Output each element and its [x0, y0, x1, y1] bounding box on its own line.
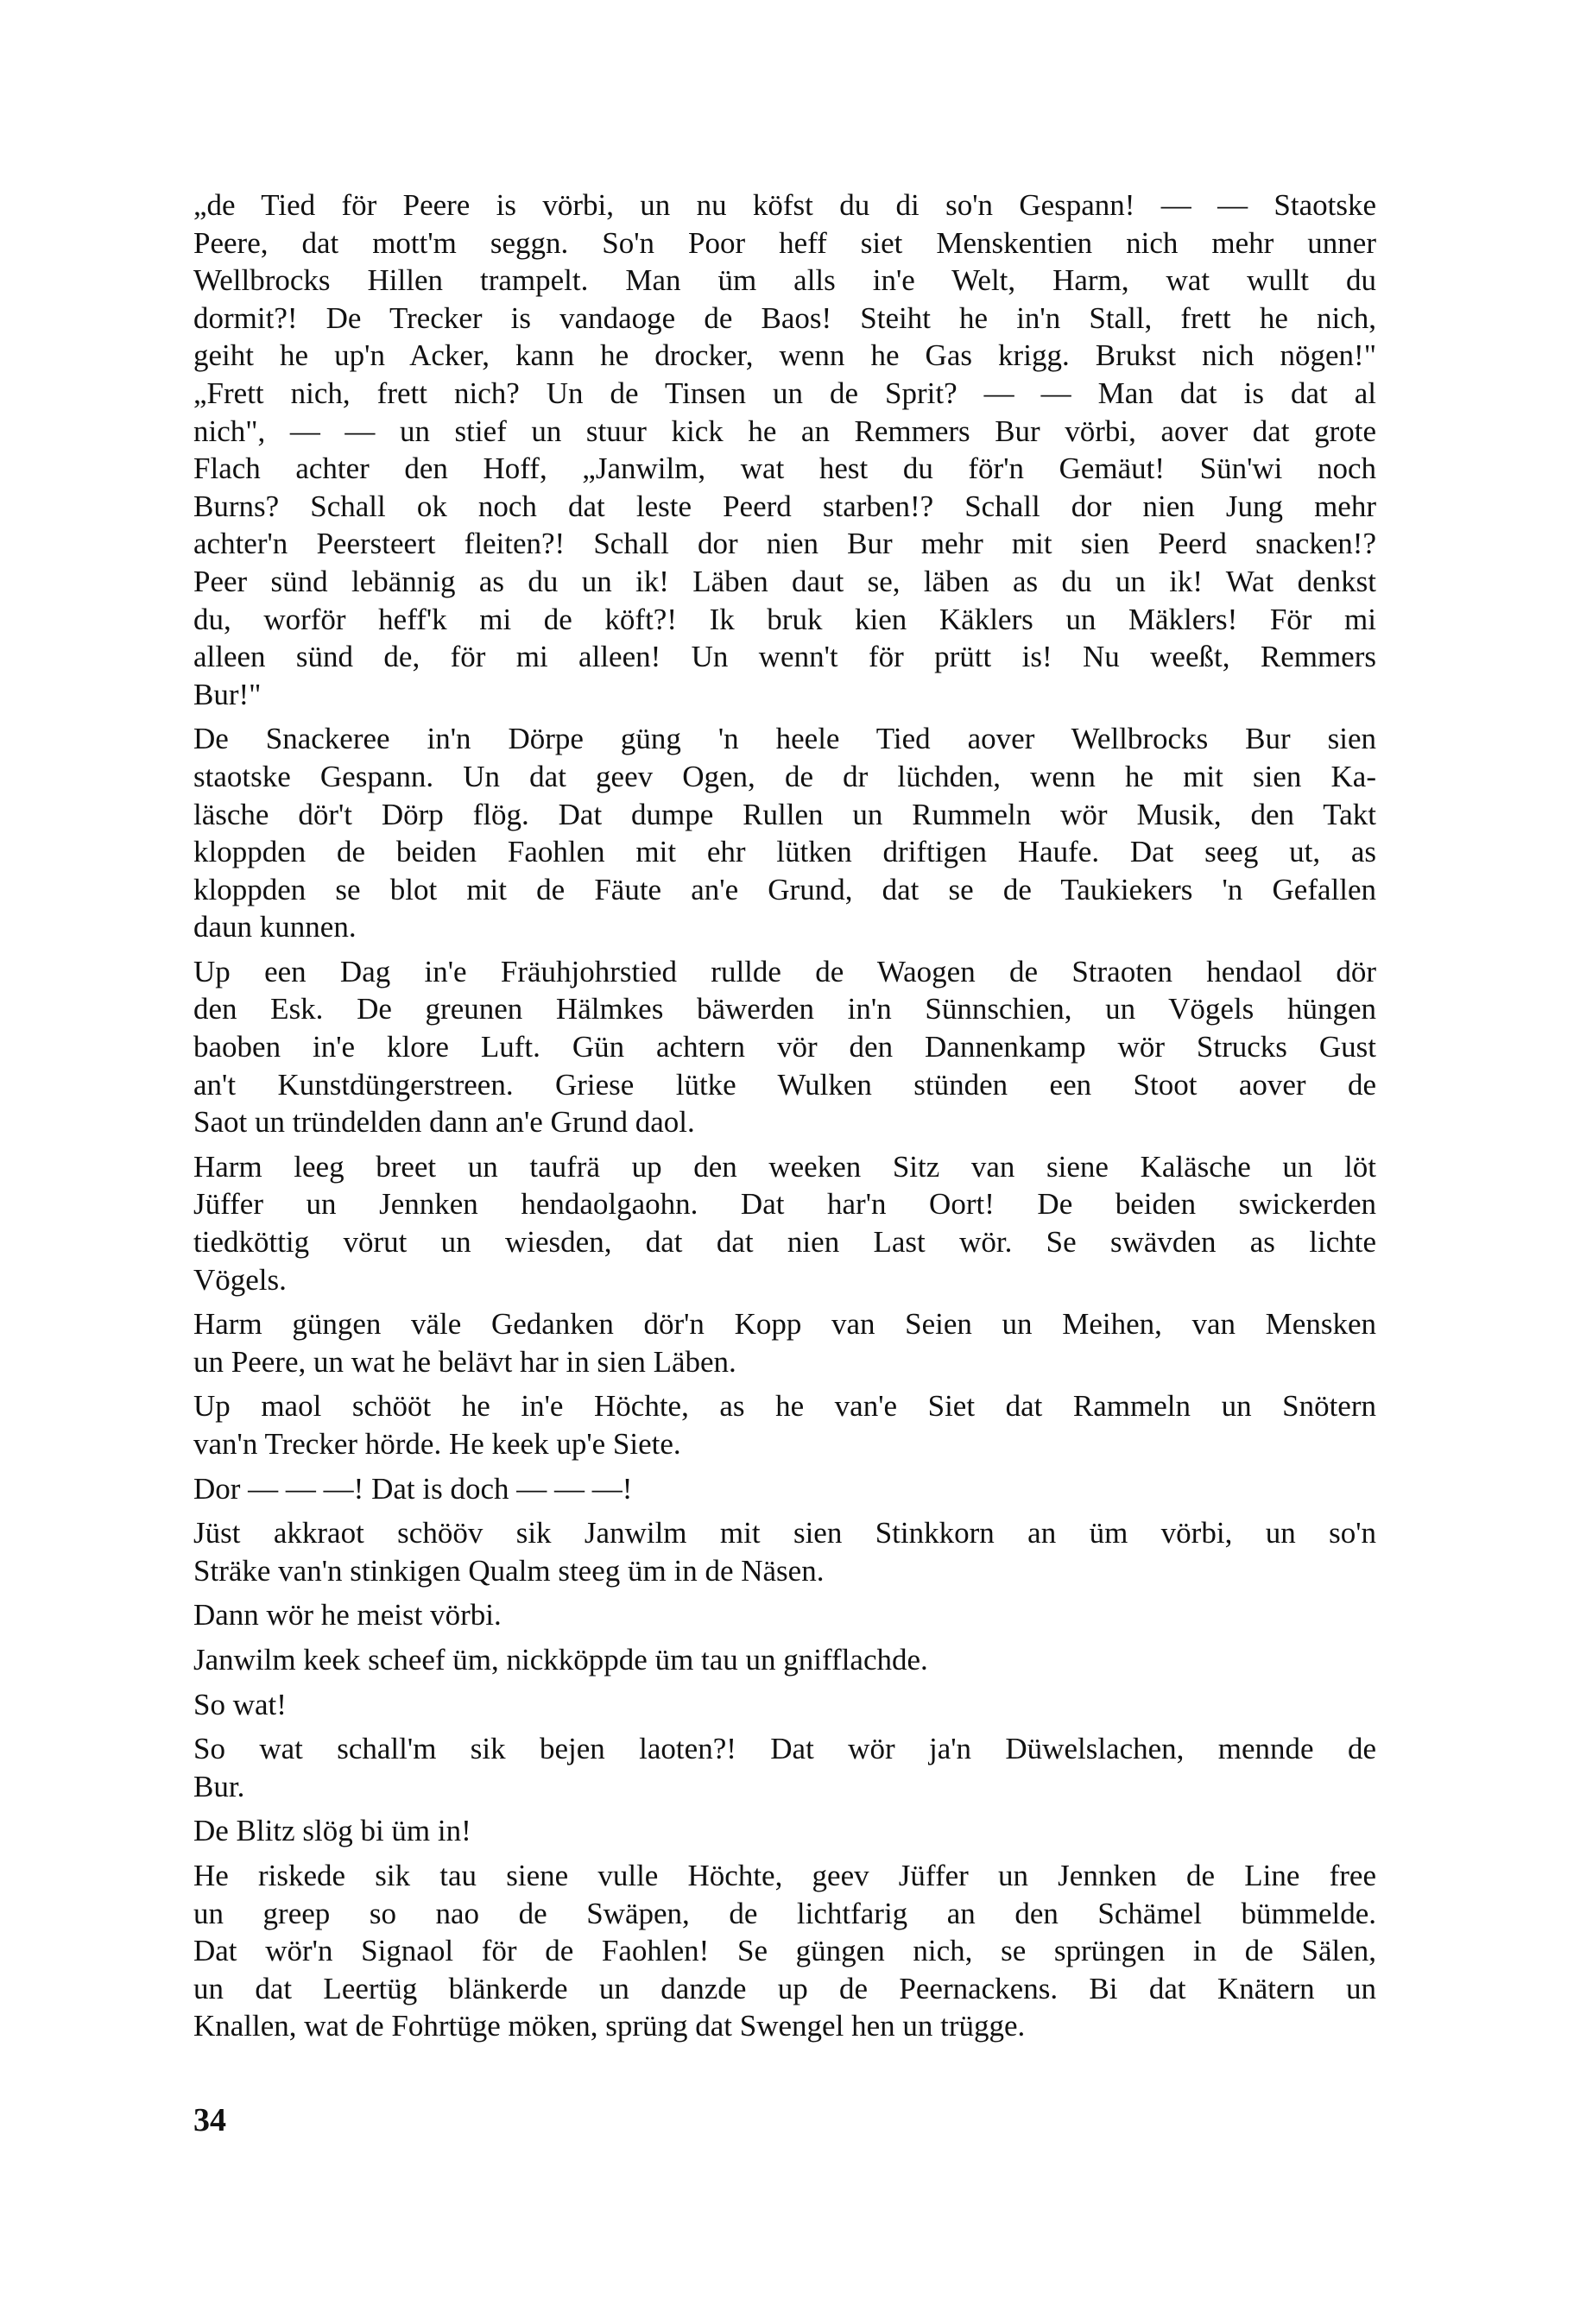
- text-line: daun kunnen.: [193, 910, 357, 944]
- text-line: Sträke van'n stinkigen Qualm steeg üm in de Näsen.: [193, 1553, 825, 1588]
- text-line: achter'n Peersteert fleiten?! Schall dor nien Bur mehr mit sien Peerd snacken!?: [193, 527, 1376, 561]
- text-line: dormit?! De Trecker is vandaoge de Baos! Steiht he in'n Stall, frett he nich,: [193, 300, 1376, 335]
- text-line: Burns? Schall ok noch dat leste Peerd starben!? Schall dor nien Jung mehr: [193, 489, 1376, 523]
- text-line: baoben in'e klore Luft. Gün achtern vör den Dannenkamp wör Strucks Gust: [193, 1030, 1376, 1064]
- text-line: Peer sünd lebännig as du un ik! Läben daut se, läben as du un ik! Wat denkst: [193, 564, 1376, 598]
- text-line: Janwilm keek scheef üm, nickköppde üm tau un gnifflachde.: [193, 1642, 928, 1677]
- text-line: alleen sünd de, för mi alleen! Un wenn't för prütt is! Nu weeßt, Remmers: [193, 640, 1376, 674]
- text-line: Saot un tründelden dann an'e Grund daol.: [193, 1105, 695, 1140]
- paragraph: [193, 1470, 1376, 1508]
- paragraph: [193, 1514, 1376, 1589]
- text-line: tiedköttig vörut un wiesden, dat dat nien Last wör. Se swävden as lichte: [193, 1225, 1376, 1260]
- text-line: „de Tied för Peere is vörbi, un nu köfst du di so'n Gespann! — — Staotske: [193, 188, 1376, 222]
- text-line: an't Kunstdüngerstreen. Griese lütke Wulken stünden een Stoot aover de: [193, 1067, 1376, 1102]
- text-line: Wellbrocks Hillen trampelt. Man üm alls in'e Welt, Harm, wat wullt du: [193, 263, 1376, 298]
- text-line: läsche dör't Dörp flög. Dat dumpe Rullen un Rummeln wör Musik, den Takt: [193, 797, 1376, 831]
- text-line: staotske Gespann. Un dat geev Ogen, de dr lüchden, wenn he mit sien Ka-: [193, 759, 1376, 793]
- paragraph: [193, 186, 1376, 713]
- page-body: [193, 186, 1376, 2052]
- text-line: geiht he up'n Acker, kann he drocker, wenn he Gas krigg. Brukst nich nögen!": [193, 338, 1376, 373]
- text-line: kloppden se blot mit de Fäute an'e Grund, dat se de Taukiekers 'n Gefallen: [193, 872, 1376, 906]
- text-line: Up maol schööt he in'e Höchte, as he van'e Siet dat Rammeln un Snötern: [193, 1389, 1376, 1424]
- text-line: De Snackeree in'n Dörpe güng 'n heele Tied aover Wellbrocks Bur sien: [193, 722, 1376, 756]
- paragraph: [193, 1686, 1376, 1724]
- text-line: Harm leeg breet un taufrä up den weeken Sitz van siene Kaläsche un löt: [193, 1149, 1376, 1184]
- text-line: So wat!: [193, 1687, 287, 1721]
- text-line: „Frett nich, frett nich? Un de Tinsen un de Sprit? — — Man dat is dat al: [193, 376, 1376, 410]
- paragraph: [193, 720, 1376, 946]
- text-line: kloppden de beiden Faohlen mit ehr lütken driftigen Haufe. Dat seeg ut, as: [193, 835, 1376, 869]
- text-line: un Peere, un wat he belävt har in sien Läben.: [193, 1344, 736, 1379]
- text-line: He riskede sik tau siene vulle Höchte, geev Jüffer un Jennken de Line free: [193, 1858, 1376, 1892]
- text-line: Vögels.: [193, 1262, 287, 1297]
- text-line: Dor — — —! Dat is doch — — —!: [193, 1471, 633, 1506]
- text-line: van'n Trecker hörde. He keek up'e Siete.: [193, 1427, 681, 1461]
- paragraph: [193, 1387, 1376, 1462]
- text-line: Bur!": [193, 677, 262, 711]
- text-line: Up een Dag in'e Fräuhjohrstied rullde de Waogen de Straoten hendaol dör: [193, 954, 1376, 988]
- text-line: un dat Leertüg blänkerde un danzde up de Peernackens. Bi dat Knätern un: [193, 1971, 1376, 2005]
- paragraph: [193, 1857, 1376, 2045]
- paragraph: [193, 953, 1376, 1141]
- text-line: Knallen, wat de Fohrtüge möken, sprüng dat Swengel hen un trügge.: [193, 2009, 1026, 2043]
- paragraph: [193, 1641, 1376, 1679]
- paragraph: [193, 1730, 1376, 1805]
- text-line: Flach achter den Hoff, „Janwilm, wat hest du för'n Gemäut! Sün'wi noch: [193, 452, 1376, 486]
- text-line: un greep so nao de Swäpen, de lichtfarig an den Schämel bümmelde.: [193, 1896, 1376, 1930]
- text-line: Harm güngen väle Gedanken dör'n Kopp van Seien un Meihen, van Mensken: [193, 1307, 1376, 1342]
- paragraph: [193, 1812, 1376, 1850]
- paragraph: [193, 1596, 1376, 1634]
- text-line: De Blitz slög bi üm in!: [193, 1814, 471, 1848]
- page-number: 34: [193, 2102, 226, 2138]
- text-line: Jüst akkraot schööv sik Janwilm mit sien Stinkkorn an üm vörbi, un so'n: [193, 1516, 1376, 1550]
- text-line: du, worför heff'k mi de köft?! Ik bruk kien Käklers un Mäklers! För mi: [193, 602, 1376, 636]
- paragraph: [193, 1305, 1376, 1380]
- text-line: Jüffer un Jennken hendaolgaohn. Dat har'n Oort! De beiden swickerden: [193, 1187, 1376, 1222]
- text-line: Dat wör'n Signaol för de Faohlen! Se güngen nich, se sprüngen in de Sälen,: [193, 1934, 1376, 1968]
- text-line: den Esk. De greunen Hälmkes bäwerden in'n Sünnschien, un Vögels hüngen: [193, 992, 1376, 1026]
- text-line: nich", — — un stief un stuur kick he an Remmers Bur vörbi, aover dat grote: [193, 414, 1376, 448]
- text-line: Dann wör he meist vörbi.: [193, 1598, 502, 1632]
- paragraph: [193, 1148, 1376, 1298]
- text-line: Peere, dat mott'm seggn. So'n Poor heff siet Menskentien nich mehr unner: [193, 225, 1376, 260]
- text-line: Bur.: [193, 1769, 245, 1803]
- text-line: So wat schall'm sik bejen laoten?! Dat wör ja'n Düwelslachen, mennde de: [193, 1732, 1376, 1766]
